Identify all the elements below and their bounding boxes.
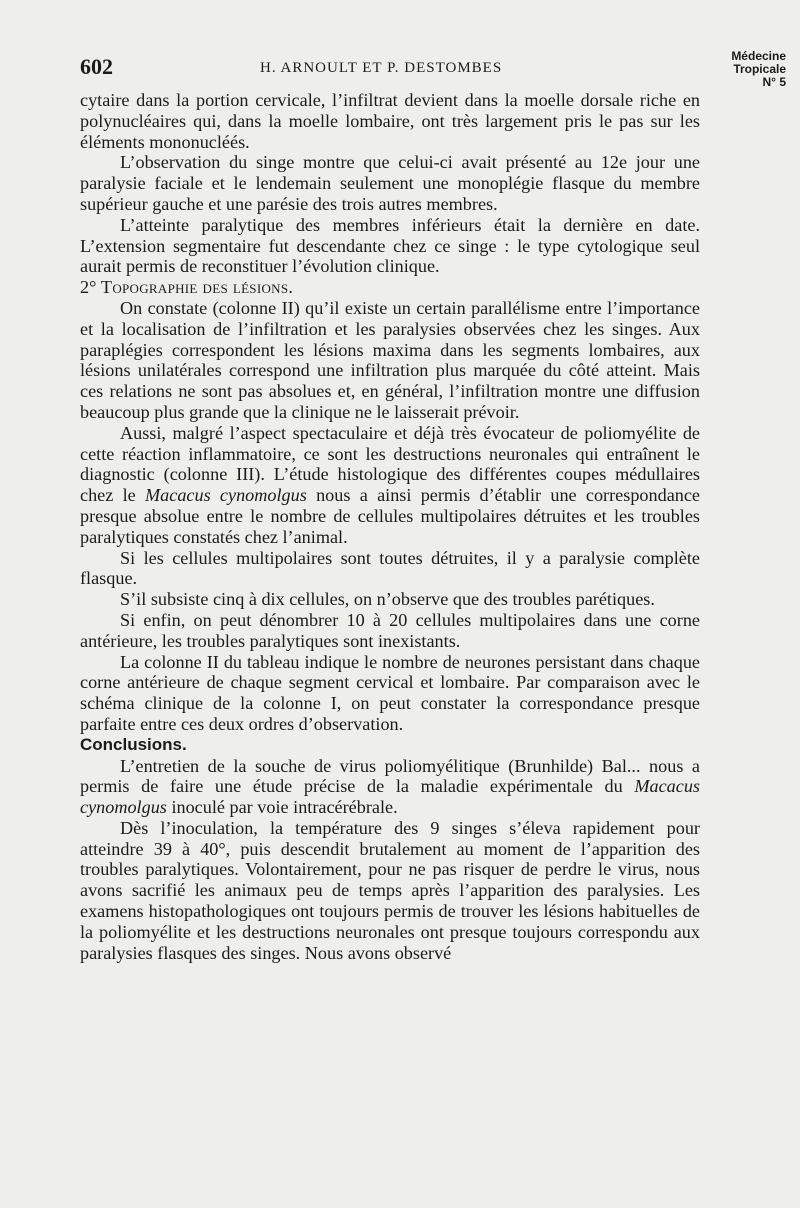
paragraph: S’il subsiste cinq à dix cellules, on n’observe que des troubles parétiques. xyxy=(120,589,655,610)
paragraph: On constate (colonne II) qu’il existe un certain parallélisme entre l’importance et la localisation de l’infiltration et les paralysies observées chez les singes. Aux paraplégies correspondent les lésions maxima dans les segments lombaires, aux lésions unilatérales correspond une infiltration plus marquée du côté atteint. Mais ces relations ne sont pas absolues et, en général, l’infiltration montre une diffusion beaucoup plus grande que la clinique ne le laisserait prévoir. xyxy=(80,297,700,422)
conclusions-heading: Conclusions. xyxy=(80,734,187,754)
paragraph-text: nous a ainsi permis d’établir une correspondance presque absolue entre le nombre de cellules multipolaires détruites et les troubles paralytiques constatés chez l’animal. xyxy=(80,485,701,547)
journal-line: N° 5 xyxy=(762,75,786,89)
page-number: 602 xyxy=(80,54,113,79)
paragraph: L’atteinte paralytique des membres inférieurs était la dernière en date. L’extension segmentaire fut descendante chez ce singe : le type cytologique seul aurait permis de reconstituer l’évolution clinique. xyxy=(80,214,700,277)
paragraph: Si enfin, on peut dénombrer 10 à 20 cellules multipolaires dans une corne antérieure, les troubles paralytiques sont inexistants. xyxy=(80,609,700,651)
paragraph: Si les cellules multipolaires sont toutes détruites, il y a paralysie complète flasque. xyxy=(80,547,700,589)
section-number: 2° xyxy=(80,277,97,298)
paragraph: L’observation du singe montre que celui-ci avait présenté au 12e jour une paralysie faciale et le lendemain seulement une monoplégie flasque du membre supérieur gauche et une parésie des trois autres membres. xyxy=(80,152,700,214)
section-heading xyxy=(80,277,700,298)
journal-line: Médecine xyxy=(731,49,786,63)
journal-line: Tropicale xyxy=(733,62,786,76)
paragraph xyxy=(80,423,700,548)
paragraph-text: inoculé par voie intracérébrale. xyxy=(166,797,398,818)
paragraph: Dès l’inoculation, la température des 9 singes s’éleva rapidement pour atteindre 39 à 40°, puis descendit brutalement au moment de l’apparition des troubles paralytiques. Volontairement, pour ne pas risquer de perdre le virus, nous avons sacrifié les animaux peu de temps après l’apparition des paralysies. Les examens histopathologiques ont toujours permis de trouver les lésions habituelles de la poliomyélite et les destructions neuronales ont presque toujours correspondu aux paralysies flasques des singes. Nous avons observé xyxy=(80,817,700,963)
paragraph xyxy=(80,756,700,818)
running-head: H. ARNOULT ET P. DESTOMBES xyxy=(260,60,503,76)
paragraph: La colonne II du tableau indique le nombre de neurones persistant dans chaque corne antérieure de chaque segment cervical et lombaire. Par comparaison avec le schéma clinique de la colonne I, on peut constater la correspondance presque parfaite entre ces deux ordres d’observation. xyxy=(80,651,700,734)
paragraph: cytaire dans la portion cervicale, l’infiltrat devient dans la moelle dorsale riche en polynucléaires qui, dans la moelle lombaire, ont très largement pris le pas sur les éléments mononucléés. xyxy=(80,90,700,152)
journal-tag xyxy=(731,50,786,89)
species-name: Macacus cynomolgus xyxy=(145,485,307,506)
species-name: Macacus cynomolgus xyxy=(80,776,700,818)
paragraph-text: L’entretien de la souche de virus poliomyélitique (Brunhilde) Bal... nous a permis de faire une étude précise de la maladie expérimentale du xyxy=(80,755,700,797)
paragraph-text: Aussi, malgré l’aspect spectaculaire et déjà très évocateur de poliomyélite de cette réaction inflammatoire, ce sont les destructions neuronales qui entraînent le diagnostic (colonne III). L’étude histologique des différentes coupes médullaires chez le xyxy=(80,422,700,506)
section-title: Topographie des lésions. xyxy=(100,277,294,298)
body-text xyxy=(80,90,700,963)
